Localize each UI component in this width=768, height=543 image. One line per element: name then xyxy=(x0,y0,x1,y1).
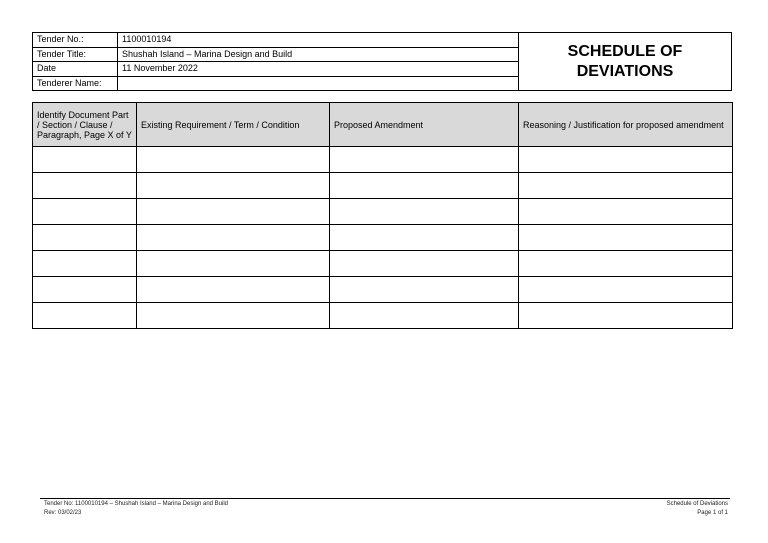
table-cell[interactable] xyxy=(330,225,519,251)
date-value: 11 November 2022 xyxy=(118,62,519,77)
table-cell[interactable] xyxy=(519,251,733,277)
document-title-line-2: DEVIATIONS xyxy=(576,62,674,80)
table-cell[interactable] xyxy=(33,173,137,199)
table-cell[interactable] xyxy=(137,303,330,329)
column-header-proposed-amendment: Proposed Amendment xyxy=(330,103,519,147)
footer-tender-reference: Tender No: 1100010194 – Shushah Island – Marina Design and Build xyxy=(44,501,229,507)
date-label: Date xyxy=(33,62,118,77)
table-cell[interactable] xyxy=(137,277,330,303)
document-title-line-1: SCHEDULE OF xyxy=(567,42,683,60)
table-cell[interactable] xyxy=(330,147,519,173)
table-row xyxy=(33,173,733,199)
table-cell[interactable] xyxy=(519,173,733,199)
document-title xyxy=(519,33,732,91)
tenderer-name-field[interactable] xyxy=(118,76,519,91)
tender-no-value: 1100010194 xyxy=(118,33,519,48)
table-row xyxy=(33,303,733,329)
tender-header-table xyxy=(32,32,732,91)
table-cell[interactable] xyxy=(137,199,330,225)
table-cell[interactable] xyxy=(137,147,330,173)
table-cell[interactable] xyxy=(519,303,733,329)
table-cell[interactable] xyxy=(330,199,519,225)
tenderer-name-label: Tenderer Name: xyxy=(33,76,118,91)
tender-no-row xyxy=(33,33,732,48)
table-cell[interactable] xyxy=(33,251,137,277)
table-cell[interactable] xyxy=(33,147,137,173)
footer-right xyxy=(667,500,728,518)
table-cell[interactable] xyxy=(137,173,330,199)
table-cell[interactable] xyxy=(33,199,137,225)
table-cell[interactable] xyxy=(137,225,330,251)
footer-document-name: Schedule of Deviations xyxy=(666,501,728,507)
table-cell[interactable] xyxy=(330,303,519,329)
table-cell[interactable] xyxy=(330,173,519,199)
table-cell[interactable] xyxy=(330,277,519,303)
table-cell[interactable] xyxy=(137,251,330,277)
tender-title-value: Shushah Island – Marina Design and Build xyxy=(118,47,519,62)
tender-no-label: Tender No.: xyxy=(33,33,118,48)
table-cell[interactable] xyxy=(519,199,733,225)
table-cell[interactable] xyxy=(33,225,137,251)
column-header-document-reference: Identify Document Part / Section / Clause / Paragraph, Page X of Y xyxy=(33,103,137,147)
table-row xyxy=(33,147,733,173)
footer-revision: Rev: 03/02/23 xyxy=(44,510,82,516)
table-row xyxy=(33,225,733,251)
table-cell[interactable] xyxy=(519,147,733,173)
table-cell[interactable] xyxy=(33,277,137,303)
table-cell[interactable] xyxy=(519,277,733,303)
footer-divider xyxy=(40,498,730,499)
table-cell[interactable] xyxy=(519,225,733,251)
table-row xyxy=(33,277,733,303)
deviations-header-row xyxy=(33,103,733,147)
footer-page-number: Page 1 of 1 xyxy=(697,510,728,516)
deviations-table xyxy=(32,102,733,329)
footer-left xyxy=(44,500,228,518)
table-row xyxy=(33,199,733,225)
table-row xyxy=(33,251,733,277)
table-cell[interactable] xyxy=(330,251,519,277)
column-header-existing-requirement: Existing Requirement / Term / Condition xyxy=(137,103,330,147)
column-header-reasoning: Reasoning / Justification for proposed amendment xyxy=(519,103,733,147)
tender-title-label: Tender Title: xyxy=(33,47,118,62)
table-cell[interactable] xyxy=(33,303,137,329)
